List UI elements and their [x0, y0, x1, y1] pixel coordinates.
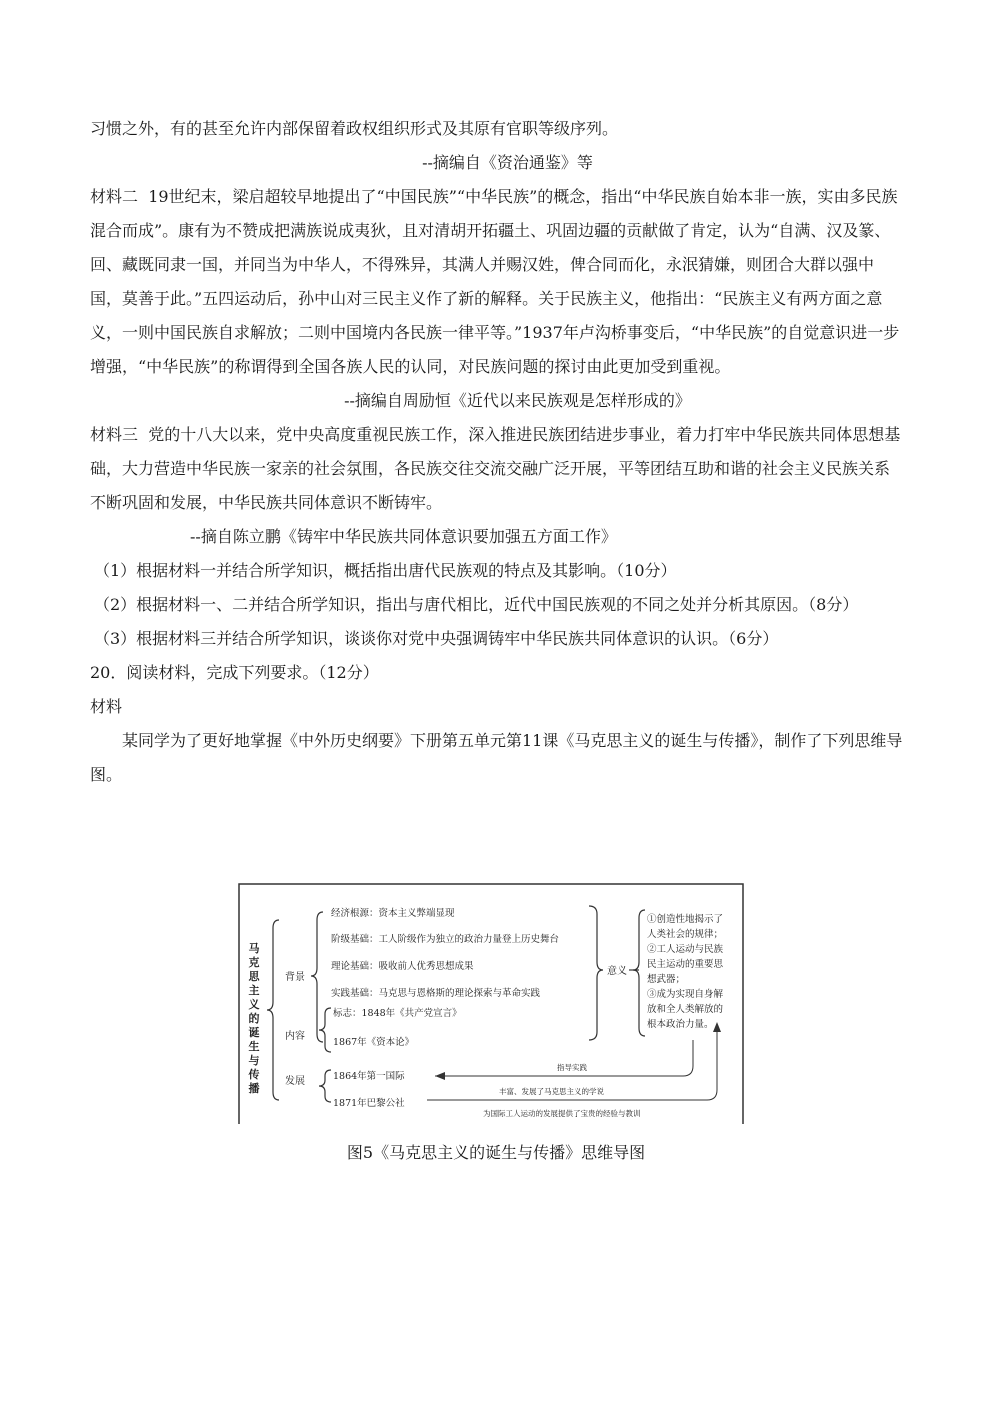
root-label-char: 与 [248, 1054, 260, 1067]
question-3: （3）根据材料三并结合所学知识，谈谈你对党中央强调铸牢中华民族共同体意识的认识。（6分） [94, 629, 779, 648]
source-citation-2: --摘编自周励恒《近代以来民族观是怎样形成的》 [344, 391, 691, 410]
background-item-1: 经济根源：资本主义弊端显现 [331, 908, 455, 919]
source-citation-3: --摘自陈立鹏《铸牢中华民族共同体意识要加强五方面工作》 [190, 527, 617, 546]
root-label-char: 思 [248, 970, 260, 983]
meaning-label: 意义 [607, 966, 627, 977]
meaning-line: ③成为实现自身解 [647, 989, 724, 1000]
background-item-2: 阶级基础：工人阶级作为独立的政治力量登上历史舞台 [331, 934, 560, 945]
question-20: 20．阅读材料，完成下列要求。（12分） [90, 663, 379, 682]
content-item-1: 标志：1848年《共产党宣言》 [333, 1008, 462, 1019]
root-label-char: 播 [248, 1082, 260, 1095]
mind-map-diagram [237, 882, 745, 1124]
paragraph-continued: 习惯之外，有的甚至允许内部保留着政权组织形式及其原有官职等级序列。 [90, 119, 619, 138]
development-item-1: 1864年第一国际 [333, 1071, 405, 1082]
material-three [90, 418, 905, 520]
material-two-label: 材料二 [90, 187, 139, 206]
material-two-text: 19世纪末，梁启超较早地提出了“中国民族”“中华民族”的概念，指出“中华民族自始本非一族，实由多民族混合而成”。康有为不赞成把满族说成夷狄，且对清胡开拓疆土、巩固边疆的贡献做了肯定，认为“自满、汉及篆、回、藏既同隶一国，并同当为中华人，不得殊异，其满人并赐汉姓，俾合同而化，永泯猜嫌，则团合大群以强中国，莫善于此。”五四运动后，孙中山对三民主义作了新的解释。关于民族主义，他指出：“民族主义有两方面之意义，一则中国民族自求解放；二则中国境内各民族一律平等。”1937年卢沟桥事变后，“中华民族”的自觉意识进一步增强，“中华民族”的称谓得到全国各族人民的认同，对民族问题的探讨由此更加受到重视。 [90, 187, 900, 376]
arrow-label-experience: 为国际工人运动的发展提供了宝贵的经验与教训 [483, 1109, 641, 1118]
question-2: （2）根据材料一、二并结合所学知识，指出与唐代相比，近代中国民族观的不同之处并分析其原因。（8分） [94, 595, 859, 614]
development-item-2: 1871年巴黎公社 [333, 1098, 405, 1109]
meaning-line: 想武器； [647, 974, 686, 985]
root-label-char: 克 [248, 956, 260, 969]
meaning-line: 放和全人类解放的 [647, 1004, 724, 1015]
root-label-char: 的 [248, 1012, 260, 1025]
meaning-line: 根本政治力量。 [647, 1019, 714, 1030]
meaning-line: 民主运动的重要思 [647, 959, 724, 970]
root-label [248, 941, 261, 1095]
question-1: （1）根据材料一并结合所学知识，概括指出唐代民族观的特点及其影响。（10分） [94, 561, 677, 580]
meaning-line: ②工人运动与民族 [647, 944, 724, 955]
meaning-text-block [647, 913, 724, 1030]
mind-map-figure [237, 882, 745, 1124]
meaning-line: 人类社会的规律； [647, 929, 724, 940]
meaning-line: ①创造性地揭示了 [647, 914, 724, 925]
material-label: 材料 [90, 697, 123, 716]
root-label-char: 生 [248, 1040, 260, 1053]
material-two [90, 180, 905, 384]
source-citation-1: --摘编自《资治通鉴》等 [422, 153, 593, 172]
background-label: 背景 [285, 972, 305, 983]
arrow-label-enrich: 丰富、发展了马克思主义的学说 [499, 1087, 604, 1096]
root-label-char: 主 [248, 984, 260, 997]
figure-caption: 图5《马克思主义的诞生与传播》思维导图 [346, 1143, 646, 1162]
development-label: 发展 [285, 1076, 305, 1087]
content-label: 内容 [285, 1031, 305, 1042]
root-label-char: 义 [248, 998, 260, 1011]
content-item-2: 1867年《资本论》 [333, 1037, 415, 1048]
svg-text:马克思主义的诞生与传播 [248, 941, 261, 1095]
root-label-char: 传 [248, 1068, 260, 1081]
root-label-char: 诞 [248, 1026, 260, 1039]
arrow-label-guide-practice: 指导实践 [557, 1063, 587, 1072]
background-item-4: 实践基础：马克思与恩格斯的理论探索与革命实践 [331, 988, 541, 999]
background-item-3: 理论基础：吸收前人优秀思想成果 [331, 961, 474, 972]
material-three-label: 材料三 [90, 425, 139, 444]
material-three-text: 党的十八大以来，党中央高度重视民族工作，深入推进民族团结进步事业，着力打牢中华民族共同体思想基础，大力营造中华民族一家亲的社会氛围，各民族交往交流交融广泛开展，平等团结互助和谐的社会主义民族关系不断巩固和发展，中华民族共同体意识不断铸牢。 [90, 425, 901, 512]
intro-paragraph: 某同学为了更好地掌握《中外历史纲要》下册第五单元第11课《马克思主义的诞生与传播》，制作了下列思维导图。 [90, 731, 903, 784]
document-body [90, 112, 905, 792]
root-label-char: 马 [248, 942, 260, 955]
